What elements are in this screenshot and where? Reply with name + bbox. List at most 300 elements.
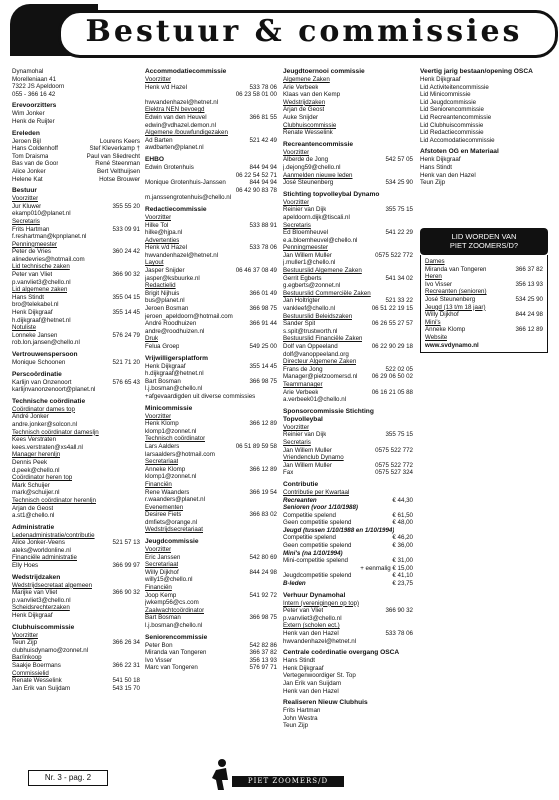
line-text: 7322 JS Apeldoorn [12,83,65,91]
contact-line [425,273,543,281]
contact-line [12,444,140,452]
contact-line [420,99,550,107]
contact-line [420,76,550,84]
line-text: Secretaris [283,438,311,446]
line-value: 533 88 91 [249,221,277,229]
contact-line [145,526,277,534]
line-text: Wim Jonker [12,110,45,118]
contact-line [420,137,550,145]
contact-line [12,632,140,640]
contact-line [12,379,140,387]
line-text: Miranda van Tongeren [145,649,207,657]
line-text: Miranda van Tongeren [425,265,487,273]
contact-line [425,281,543,289]
line-text: Hans Stindt [420,163,452,171]
contact-line [283,580,413,588]
line-text: ateks@worldonline.nl [12,546,71,554]
contact-line [283,99,413,107]
line-value: 355 75 15 [385,206,413,214]
line-text: Jasper Snijder [145,267,185,275]
contact-line [283,76,413,84]
line-value: 366 83 02 [249,511,277,519]
section [283,191,413,404]
line-value: 355 55 20 [112,202,140,210]
contact-line [283,282,413,290]
contact-line [145,554,277,562]
membership-title [420,228,548,255]
contact-line [283,607,413,615]
contact-line [12,168,140,176]
line-text: B-leden [283,580,306,588]
line-value: € 31,00 [392,557,413,565]
line-value: 06 16 21 05 88 [371,388,413,396]
contact-line [283,707,413,715]
line-text: Bar/inkoop [12,654,42,662]
line-value: 355 14 45 [112,309,140,317]
contact-line [12,210,140,218]
line-text: Lid Minicommissie [420,91,471,99]
line-text: Competitie spelend [283,511,336,519]
contact-line [283,715,413,723]
line-value: 366 99 97 [112,562,140,570]
section-title: Seniorencommissie [145,633,208,641]
line-text: Lonneke Jansen [12,331,58,339]
line-text: Intern (verenigingen op top) [283,599,360,607]
section-title: Verhuur Dynamohal [283,591,346,599]
line-text: Henk Dijkgraaf [283,664,324,672]
line-text: Extern (scholen ect.) [283,622,340,630]
line-value: 533 78 06 [249,244,277,252]
contact-line [145,194,277,202]
line-text: Felua Groep [145,343,180,350]
line-value: 844 94 94 [249,179,277,187]
section-title: Perscoördinatie [12,370,62,378]
line-text: Layout [145,259,164,267]
line-text: Frits Hartman [12,225,50,233]
line-text: Henk van den Hazel [283,630,339,637]
line-text: p.vanvliet3@chello.nl [283,614,342,622]
contact-line [12,597,140,605]
contact-line [425,342,543,350]
line-text: Willy Dijkhof [145,568,179,576]
line-text: Jeroen Bijl [12,137,41,145]
contact-line [283,542,413,550]
contact-line [145,584,277,592]
contact-line [425,266,543,274]
line-text: Reinier van Dijk [283,206,327,214]
contact-line [145,363,277,371]
contact-line [145,320,277,328]
contact-line [12,76,140,84]
line-text: Jeugdcompetitie spelend [283,572,352,580]
contact-line [12,662,140,670]
contact-line [12,317,140,325]
line-text: Tom Draisma [12,152,49,160]
contact-line [283,114,413,122]
line-value: 06 23 58 01 00 [235,91,277,99]
contact-line [12,203,140,211]
contact-line [145,172,277,180]
contact-line [145,649,277,657]
contact-line [12,248,140,256]
line-text: Henk Dijkgraaf [12,309,53,317]
contact-line [283,504,413,512]
line-text: Website [425,333,448,341]
contact-line [283,297,413,305]
line-text: Jur Kluwer [12,202,42,210]
line-text: Reinier van Dijk [283,431,327,439]
contact-line [283,572,413,580]
contact-line [283,550,413,558]
contact-line [425,296,543,304]
line-text: Secretaris [12,217,40,225]
line-value: 549 25 00 [249,343,277,350]
line-text: Alberde de Jong [283,156,329,164]
contact-line [283,267,413,275]
section-title: Administratie [12,523,55,531]
section-title: Minicommissie [145,404,193,412]
line-text: bus@planet.nl [145,297,185,305]
line-text: Voorzitter [145,412,172,420]
line-value: 541 22 29 [385,229,413,237]
contact-line [12,612,140,620]
contact-line [283,565,413,573]
line-text: Edwin Grotenhuis [145,163,194,171]
section [12,187,140,347]
section-title: Clubhuiscommissie [12,623,75,631]
contact-line [12,386,140,394]
line-value: 366 81 55 [249,113,277,121]
contact-line [283,156,413,164]
line-text: hwvandenhazel@hetnet.nl [283,637,357,645]
line-text: Mini's [425,318,441,326]
contact-line [283,91,413,99]
membership-contacts [420,255,548,353]
line-text: Jan Erik van Suijdam [283,679,342,687]
contact-line [12,359,140,367]
contact-line [283,373,413,381]
line-text: kees.verstraten@xs4all.nl [12,443,83,451]
line-text: Teun Zijp [420,179,446,187]
line-value: Paul van Sliedrecht [86,152,140,160]
section [420,68,550,144]
line-text: l.j.bosman@chello.nl [145,622,203,629]
contact-line [145,297,277,305]
line-value: 366 37 82 [515,265,543,273]
line-value: Hotse Brouwer [99,175,140,183]
contact-line [283,657,413,665]
contact-line [425,288,543,296]
line-text: Teammanager [283,380,323,388]
line-text: Ledenadministratie/contributie [12,531,95,539]
line-text: Renate Wesselink [283,129,333,137]
line-text: apeldoorn.dijk@tiscali.nl [283,213,350,221]
line-text: hwvandenhazel@hetnet.nl [145,251,219,259]
contact-line [12,294,140,302]
line-text: dmfiets@orange.nl [145,518,198,526]
line-value: € 23,75 [392,580,413,588]
line-text: Morelleniaan 41 [12,75,57,83]
line-text: Hilke Tol [145,221,169,229]
line-text: Bas van de Goor [12,160,59,168]
line-text: Vertegenwoordiger St. Top [283,672,356,680]
line-value: 366 37 82 [249,649,277,657]
line-value: 522 02 05 [385,365,413,373]
line-value: 542 82 86 [249,641,277,649]
section-title: Technische coördinatie [12,397,86,405]
contact-line [145,259,277,267]
line-value: 576 65 43 [112,378,140,386]
section [145,405,277,535]
contact-line [283,244,413,252]
line-text: Dynamohal [12,68,44,75]
line-text: Manager herenljn [12,451,61,459]
line-value: 366 22 31 [112,662,140,669]
contact-line [145,222,277,230]
line-text: dolf@vanoppeeland.org [283,350,349,358]
line-value: 542 80 69 [249,553,277,561]
line-text: a.verbeek01@chello.nl [283,396,347,404]
line-text: Teun Zijp [12,639,38,647]
line-text: Senioren (voor 1/10/1988) [283,504,358,512]
contact-line [283,638,413,646]
contact-line [12,153,140,161]
contact-line [283,381,413,389]
line-value: 543 15 70 [112,684,140,692]
contact-line [12,233,140,241]
contact-line [425,326,543,334]
contact-line [145,576,277,584]
line-text: Lid technische zaken [12,263,70,271]
line-text: Arjan de Geost [12,504,54,512]
contact-line [12,263,140,271]
contact-line [283,206,413,214]
line-value: 844 94 94 [249,163,277,171]
line-text: Jan Holtrigter [283,297,320,305]
line-text: Jan Willem Muller [283,251,332,259]
contact-line [283,259,413,267]
line-value: 356 13 93 [515,280,543,288]
line-text: Secretariaat [145,458,179,466]
line-text: m.janssengrotenhuis@chello.nl [145,194,232,202]
line-text: h.dijkgraaf@hetnet.nl [12,316,71,324]
contact-line [283,396,413,404]
contact-line [145,179,277,187]
contact-line [283,343,413,351]
section [12,398,140,520]
line-text: Marc van Tongeren [145,664,198,672]
contact-line [145,313,277,321]
section [420,148,550,186]
line-value: 534 25 90 [385,179,413,187]
contact-line [12,497,140,505]
line-text: klomp1@zonnet.nl [145,473,197,481]
contact-line [145,335,277,343]
line-text: Peter Bon [145,641,173,649]
contact-line [12,604,140,612]
section-title: Veertig jarig bestaan/opening OSCA [420,68,533,75]
line-value: € 44,30 [392,496,413,504]
contact-line [12,145,140,153]
line-text: Dolf van Oppeeland [283,343,338,350]
contact-line [283,688,413,696]
line-text: Desiree Fiets [145,511,182,519]
contact-line [12,467,140,475]
line-value: 521 57 13 [112,539,140,547]
line-text: Technisch coördinator [145,435,206,443]
contact-line [12,451,140,459]
line-text: Ad Barten [145,136,173,144]
line-text: h.dijkgraaf@hetnet.nl [145,370,204,378]
column-4 [420,68,550,191]
contact-line [283,447,413,455]
line-text: Monique Grotenhuis-Janssen [145,179,226,187]
contact-line [145,370,277,378]
line-value: 366 90 32 [385,607,413,615]
line-text: Vriendenclub Dynamo [283,454,344,462]
line-text: bro@telekabel.nl [12,301,59,309]
line-text: Sander Spit [283,320,316,328]
column-1 [12,68,140,696]
line-text: Zaalwachtcoördinator [145,606,205,614]
contact-line [12,505,140,513]
line-value: 366 90 32 [112,589,140,597]
line-text: Henk Dijkgraaf [420,76,461,83]
contact-line [145,305,277,313]
line-value: Stef Kleverkamp † [89,145,140,153]
contact-line [425,319,543,327]
contact-line [145,443,277,451]
contact-line [145,275,277,283]
contact-line [283,424,413,432]
line-text: Technisch coördinator herenljn [12,496,96,504]
contact-line [145,504,277,512]
contact-line [420,172,550,180]
contact-line [283,462,413,470]
line-text: Hans Coldenhoff [12,145,58,153]
line-text: Mark Schuijer [12,481,50,489]
contact-line [12,532,140,540]
contact-line [12,647,140,655]
section-title: EHBO [145,155,165,163]
line-value: 06 42 90 83 78 [235,186,277,194]
line-text: karlijnvanonzenoort@planet.nl [12,386,96,394]
contact-line [12,68,140,76]
section [145,634,277,672]
line-text: Lid Jeugdcommissie [420,98,477,106]
contact-line [145,607,277,615]
line-text: Jan Erik van Suijdam [12,684,71,692]
line-text: Voorzitter [12,195,39,203]
line-text: 055 - 366 16 42 [12,90,56,98]
contact-line [12,654,140,662]
line-text: Voorzitter [283,423,310,431]
line-text: f.reshartman@kpnplanet.nl [12,233,87,241]
line-text: e.a.bloemheuvel@chello.nl [283,236,358,244]
contact-line [145,282,277,290]
contact-line [145,385,277,393]
line-value: 0575 522 772 [375,446,413,454]
line-value: 06 22 90 29 18 [371,343,413,350]
contact-line [283,214,413,222]
contact-line [145,546,277,554]
line-text: Secretariaat [145,561,179,569]
line-text: Ivo Visser [145,656,173,664]
line-value: € 41,10 [392,572,413,580]
contact-line [283,512,413,520]
contact-line [283,179,413,187]
line-value: 06 46 37 08 49 [235,267,277,275]
line-text: Bart Bosman [145,377,181,385]
line-text: Advertenties [145,236,180,244]
line-text: Jan Willem Muller [283,446,332,454]
contact-line [145,599,277,607]
line-text: Scheidsrechterzaken [12,604,70,612]
line-text: Ed Bloemheuvel [283,229,329,237]
logo-text: PIET ZOOMERS/D [232,776,344,787]
contact-line [145,489,277,497]
section [12,102,140,125]
contact-line [420,106,550,114]
contact-line [283,229,413,237]
line-text: rob.lon.jansen@chello.nl [12,339,80,347]
contact-line [12,286,140,294]
line-text: Wedstrijdsecretariaat [145,526,204,534]
line-text: Saakje Boermans [12,662,61,669]
contact-line [283,439,413,447]
line-text: Voorzitter [145,213,172,221]
line-text: Voorzitter [12,631,39,639]
section [283,68,413,137]
line-value: 06 29 06 50 02 [371,373,413,381]
contact-line [12,176,140,184]
line-text: Bestuurslid Algemene Zaken [283,267,362,275]
line-value: € 36,00 [392,542,413,550]
line-value: 576 97 71 [249,664,277,672]
line-text: Lid algemene zaken [12,286,68,294]
line-text: Elektra NEN bevoegd [145,106,205,114]
contact-line [283,237,413,245]
contact-line [12,324,140,332]
contact-line [145,466,277,474]
section-title: Realiseren Nieuw Clubhuis [283,699,368,707]
line-text: Klaas van den Kemp [283,91,341,99]
contact-line [283,431,413,439]
line-text: edwin@vdhazel.demon.nl [145,121,216,129]
contact-line [283,680,413,688]
line-text: Recreanten [283,496,317,504]
line-text: Lars Aalders [145,442,180,450]
line-text: Financiële administratie [12,554,77,562]
line-text: +afgevaardigden uit diverse commissies [145,392,256,400]
line-text: Technisch coördinator damesljn [12,428,99,436]
line-text: Bart Bosman [145,614,181,622]
contact-line [145,122,277,130]
contact-line [12,160,140,168]
contact-line [283,328,413,336]
section-title: Accommodatiecommissie [145,68,227,75]
player-icon [210,758,232,792]
line-text: andre@roodhuizen.nl [145,327,205,335]
contact-line [283,351,413,359]
line-text: Voorzitter [283,148,310,156]
contact-line [283,600,413,608]
line-text: Joop Kemp [145,591,177,599]
section [12,574,140,620]
column-3 [283,68,413,734]
contact-line [12,547,140,555]
line-text: Hans Stindt [12,293,44,301]
